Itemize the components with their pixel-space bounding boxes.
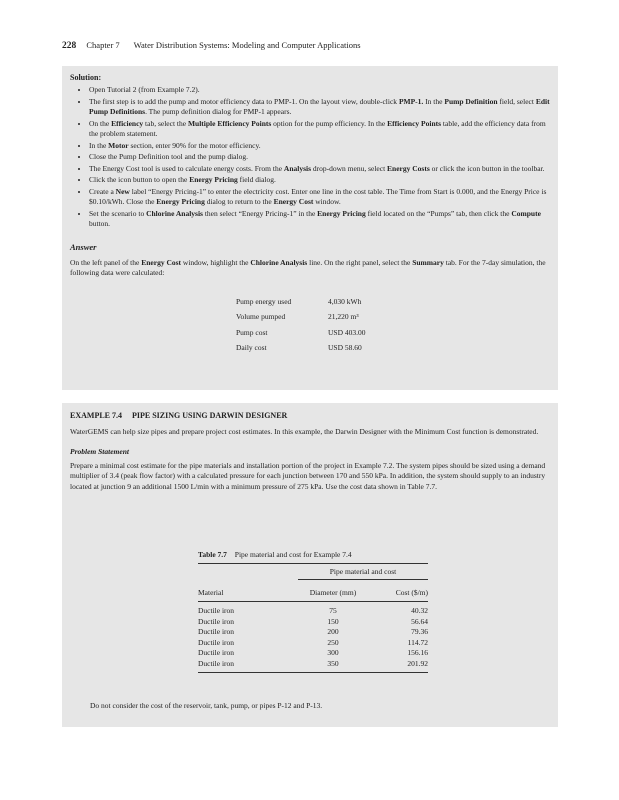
table-span-header: Pipe material and cost [298,564,428,580]
page-number: 228 [62,41,77,51]
table-cell: 156.16 [407,648,428,657]
table-cell: 114.72 [407,637,428,647]
table-body [198,602,428,673]
result-value: 21,220 m³ [328,312,359,321]
problem-text: Prepare a minimal cost estimate for the pipe materials and installation portion of the project in Example 7.2. The system pipes should be sized using a demand multiplier of 3.4 (peak flow factor) with a calculated pressure for each junction between 170 and 550 kPa. In addition, the system should supply to an industry located at junction 9 an additional 1500 L/min with a minimum pressure of 275 kPa. Use the cost data shown in Table 7.7. [70,460,546,491]
table-cell: 40.32 [411,606,428,615]
solution-step: • The first step is to add the pump and motor efficiency data to PMP-1. On the layout view, double-click PMP-1. In the Pump Definition field, select Edit Pump Definitions. The pump definition dialog for PMP-1 appears. [89,97,550,118]
answer-heading: Answer [70,241,97,252]
table-cell: Ductile iron [198,658,235,668]
result-label: Pump cost [236,327,268,337]
result-row [236,312,366,328]
result-value: 4,030 kWh [328,296,362,306]
table-row [198,638,428,649]
table-column-headers [198,584,428,602]
solution-step: • Create a New label “Energy Pricing-1” to enter the electricity cost. Enter one line in the cost table. The Time from Start is 0.000, and the Energy Price is $0.10/kWh. Close the Energy Pricing dialog to return to the Energy Cost window. [89,187,550,208]
table-row [198,648,428,659]
results-table [236,297,366,359]
table-cell: 250 [327,637,339,647]
solution-step: • On the Efficiency tab, select the Multiple Efficiency Points option for the pump efficiency. In the Efficiency Points table, add the efficiency data from the problem statement. [89,119,550,140]
solution-heading: Solution: [70,73,102,82]
table-cell: Ductile iron [198,627,235,636]
solution-step: • Set the scenario to Chlorine Analysis then select “Energy Pricing-1” in the Energy Pricing field located on the “Pumps” tab, then click the Compute button. [89,209,550,230]
solution-step: • Click the icon button to open the Energy Pricing field dialog. [89,175,550,186]
table-cell: 300 [327,648,339,657]
result-value: USD 403.00 [328,327,366,337]
table-row [198,659,428,670]
column-header: Material [198,588,224,597]
solution-box [62,66,558,390]
table-cell: Ductile iron [198,616,235,626]
table-row [198,617,428,628]
chapter-label: Chapter 7 [86,40,120,50]
result-label: Daily cost [236,343,267,352]
table-cell: 350 [327,658,339,668]
table-cell: 56.64 [411,616,428,626]
result-row [236,328,366,344]
table-caption [198,550,428,559]
table-cell: 75 [329,606,337,615]
running-header [62,40,361,51]
example-note: Do not consider the cost of the reservoir, tank, pump, or pipes P-12 and P-13. [90,701,323,710]
table-cell: Ductile iron [198,606,235,615]
table-cell: Ductile iron [198,637,235,647]
example-title: PIPE SIZING USING DARWIN DESIGNER [132,411,288,420]
column-header: Cost ($/m) [395,588,428,597]
answer-text: On the left panel of the Energy Cost window, highlight the Chlorine Analysis line. On the right panel, select the Summary tab. For the 7-day simulation, the following data were calculated: [70,257,546,277]
result-value: USD 58.60 [328,343,362,352]
solution-step: • The Energy Cost tool is used to calculate energy costs. From the Analysis drop-down menu, select Energy Costs or click the icon button in the toolbar. [89,164,550,175]
solution-step: • In the Motor section, enter 90% for the motor efficiency. [89,141,550,152]
table-row [198,627,428,638]
solution-step: • Close the Pump Definition tool and the pump dialog. [89,152,550,163]
result-row [236,343,366,359]
example-intro: WaterGEMS can help size pipes and prepare project cost estimates. In this example, the Darwin Designer with the Minimum Cost function is demonstrated. [70,427,539,436]
table-cell: 201.92 [407,658,428,668]
result-row [236,297,366,313]
chapter-title: Water Distribution Systems: Modeling and Computer Applications [133,40,361,50]
cost-table [198,550,428,673]
table-caption-text: Pipe material and cost for Example 7.4 [234,550,352,559]
solution-step: • Open Tutorial 2 (from Example 7.2). [89,85,550,96]
result-label: Pump energy used [236,296,292,306]
table-cell: 200 [327,627,339,636]
table-row [198,606,428,617]
example-label: EXAMPLE 7.4 [70,411,122,420]
table-cell: Ductile iron [198,648,235,657]
table-cell: 79.36 [411,627,428,636]
result-label: Volume pumped [236,312,286,321]
solution-steps [70,85,550,230]
column-header: Diameter (mm) [309,588,357,597]
example-box [62,403,558,727]
table-cell: 150 [327,616,339,626]
example-heading [70,411,550,420]
problem-heading: Problem Statement [70,446,129,456]
table-label: Table 7.7 [198,550,227,559]
